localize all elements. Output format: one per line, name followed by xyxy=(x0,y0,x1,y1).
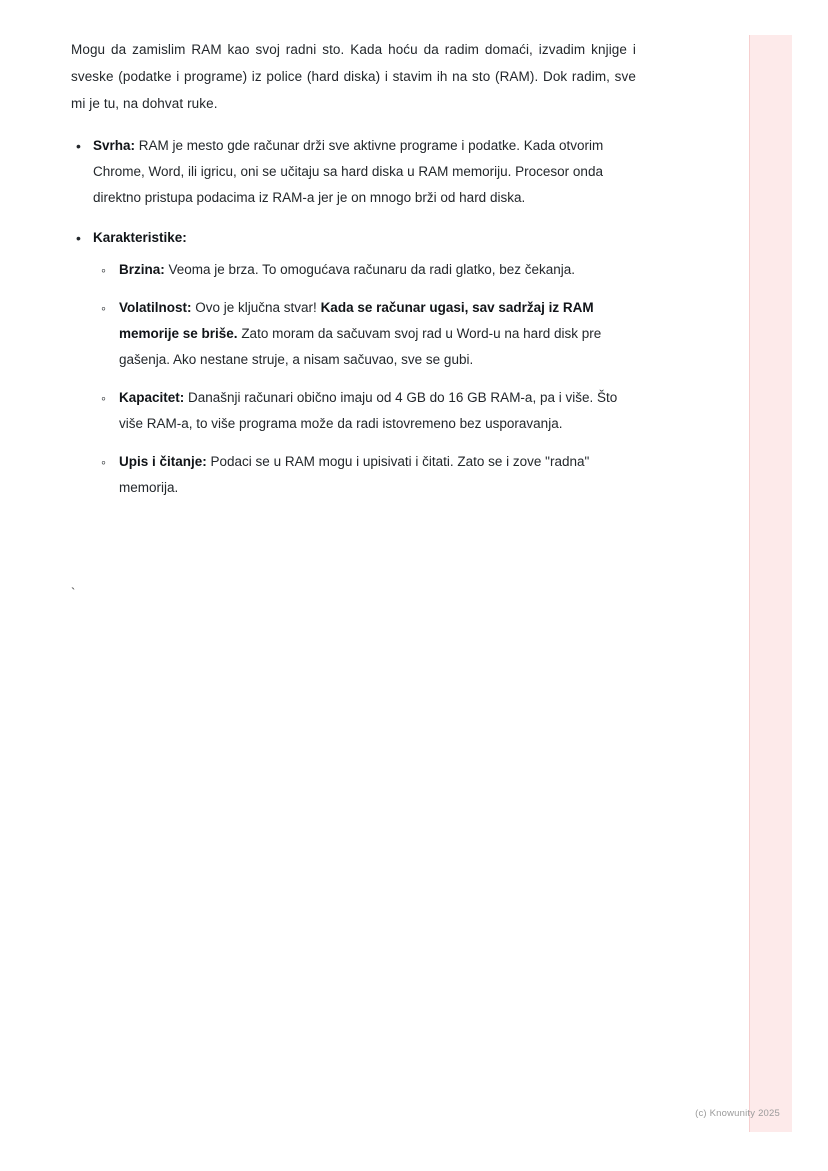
bullet-label-svrha: Svrha: xyxy=(93,138,136,153)
sub-label-volatilnost: Volatilnost: xyxy=(119,300,192,315)
list-item xyxy=(119,295,636,373)
list-item xyxy=(93,225,636,501)
intro-paragraph: Mogu da zamislim RAM kao svoj radni sto. Kada hoću da radim domaći, izvadim knjige i sveske (podatke i programe) iz police (hard diska) i stavim ih na sto (RAM). Dok radim, sve mi je tu, na dohvat ruke. xyxy=(71,42,636,111)
page-accent-band xyxy=(750,35,792,1132)
sub-bullet-list xyxy=(93,257,636,501)
document-content xyxy=(71,36,636,515)
sub-text-kapacitet: Današnji računari obično imaju od 4 GB do 16 GB RAM-a, pa i više. Što više RAM-a, to više programa može da radi istovremeno bez usporavanja. xyxy=(119,390,618,431)
sub-text-volatilnost-after: Zato moram da sačuvam svoj rad u Word-u na hard disk pre gašenja. Ako nestane struje, a nisam sačuvao, sve se gubi. xyxy=(119,326,602,367)
sub-label-brzina: Brzina: xyxy=(119,262,165,277)
sub-text-volatilnost-before: Ovo je ključna stvar! xyxy=(191,300,321,315)
sub-text-volatilnost-emphasis: Kada se računar ugasi, sav sadržaj iz RAM memorije se briše. xyxy=(119,300,594,341)
sub-text-brzina: Veoma je brza. To omogućava računaru da radi glatko, bez čekanja. xyxy=(164,262,576,277)
sub-label-kapacitet: Kapacitet: xyxy=(119,390,185,405)
bullet-text-svrha: RAM je mesto gde računar drži sve aktivne programe i podatke. Kada otvorim Chrome, Word, ili igricu, oni se učitaju sa hard diska u RAM memoriju. Procesor onda direktno pristupa podacima iz RAM-a jer je on mnogo brži od hard diska. xyxy=(93,138,604,205)
list-item xyxy=(93,133,636,211)
list-item xyxy=(119,449,636,501)
stray-backtick-mark: ` xyxy=(71,585,76,600)
list-item xyxy=(119,385,636,437)
sub-text-upis-i-citanje: Podaci se u RAM mogu i upisivati i čitati. Zato se i zove "radna" memorija. xyxy=(119,454,590,495)
list-item xyxy=(119,257,636,283)
main-bullet-list xyxy=(71,133,636,501)
sub-label-upis-i-citanje: Upis i čitanje: xyxy=(119,454,207,469)
footer-credit: (c) Knowunity 2025 xyxy=(695,1108,780,1119)
bullet-label-karakteristike: Karakteristike: xyxy=(93,230,187,245)
